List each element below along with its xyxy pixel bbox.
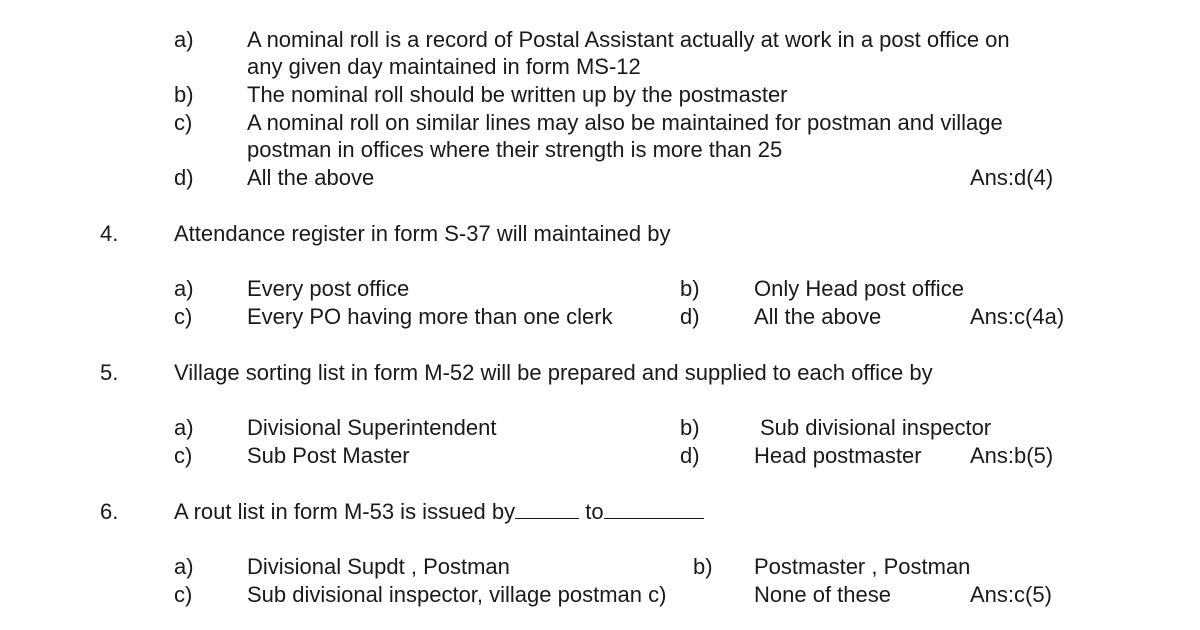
- q6-number: 6.: [100, 499, 119, 524]
- q3-option-d-letter: d): [174, 165, 194, 190]
- q5-option-c-letter: c): [174, 443, 193, 468]
- q4-option-c-letter: c): [174, 304, 193, 329]
- q3-option-c-letter: c): [174, 110, 193, 135]
- q5-question: Village sorting list in form M-52 will be prepared and supplied to each office by: [174, 360, 933, 385]
- q4-number: 4.: [100, 221, 119, 246]
- q3-option-a-letter: a): [174, 27, 194, 52]
- q6-option-a-text: Divisional Supdt , Postman: [247, 554, 510, 579]
- q4-option-b-text: Only Head post office: [754, 276, 964, 301]
- q5-number: 5.: [100, 360, 119, 385]
- q6-option-a-letter: a): [174, 554, 194, 579]
- q6-option-b-letter: b): [693, 554, 713, 579]
- q3-option-b-letter: b): [174, 82, 194, 107]
- q3-option-c-line1: A nominal roll on similar lines may also be maintained for postman and village: [247, 110, 1003, 135]
- q4-answer: Ans:c(4a): [970, 304, 1065, 329]
- q4-option-b-letter: b): [680, 276, 700, 301]
- q6-answer: Ans:c(5): [970, 582, 1052, 607]
- q6-option-c-text: Sub divisional inspector, village postman c): [247, 582, 667, 607]
- q5-option-a-text: Divisional Superintendent: [247, 415, 497, 440]
- q5-option-c-text: Sub Post Master: [247, 443, 410, 468]
- q6-option-d-text: None of these: [754, 582, 891, 607]
- q4-option-a-text: Every post office: [247, 276, 410, 301]
- q6-question-part1: A rout list in form M-53 is issued by: [174, 499, 516, 524]
- q6-question-part2: to: [585, 499, 604, 524]
- q6-blank-2: [604, 498, 704, 519]
- q4-option-d-text: All the above: [754, 304, 882, 329]
- q3-option-a-line1: A nominal roll is a record of Postal Assistant actually at work in a post office on: [247, 27, 1010, 52]
- q4-option-a-letter: a): [174, 276, 194, 301]
- q4-option-d-letter: d): [680, 304, 700, 329]
- q3-option-d-text: All the above: [247, 165, 375, 190]
- q3-option-b-text: The nominal roll should be written up by the postmaster: [247, 82, 788, 107]
- q6-option-b-text: Postmaster , Postman: [754, 554, 971, 579]
- q5-option-b-text: Sub divisional inspector: [760, 415, 992, 440]
- q4-question: Attendance register in form S-37 will maintained by: [174, 221, 671, 246]
- q5-option-d-text: Head postmaster: [754, 443, 922, 468]
- q5-option-d-letter: d): [680, 443, 700, 468]
- q5-answer: Ans:b(5): [970, 443, 1054, 468]
- q6-blank-1: [515, 498, 579, 519]
- q3-option-a-line2: any given day maintained in form MS-12: [247, 54, 641, 79]
- q5-option-b-letter: b): [680, 415, 700, 440]
- q4-option-c-text: Every PO having more than one clerk: [247, 304, 613, 329]
- q6-question: [174, 498, 704, 526]
- q6-option-c-letter: c): [174, 582, 193, 607]
- q3-answer: Ans:d(4): [970, 165, 1054, 190]
- q3-option-c-line2: postman in offices where their strength is more than 25: [247, 137, 783, 162]
- q5-option-a-letter: a): [174, 415, 194, 440]
